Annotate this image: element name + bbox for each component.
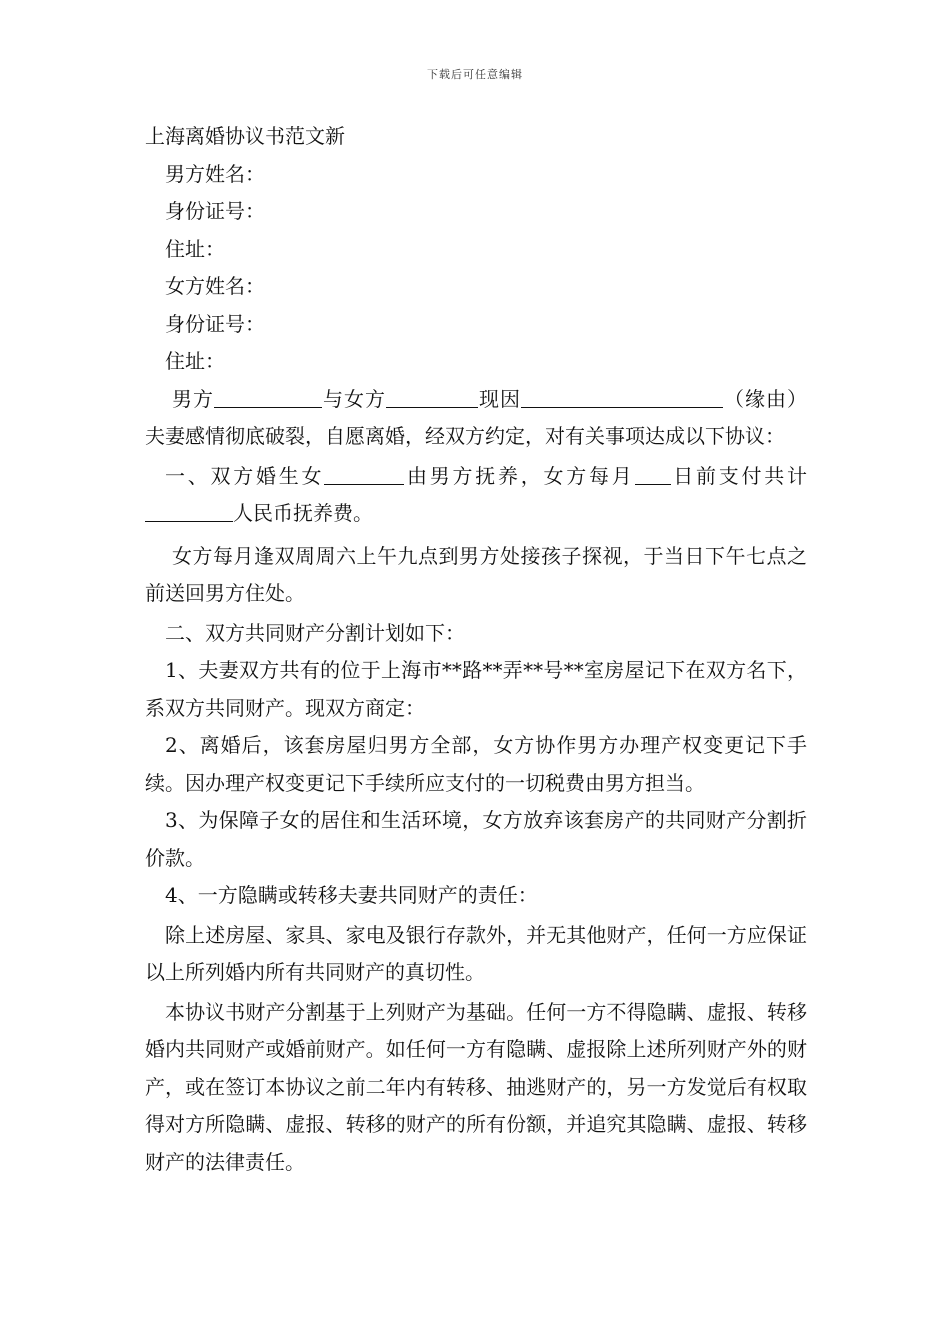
property-paragraph: 除上述房屋、家具、家电及银行存款外，并无其他财产，任何一方应保证以上所列婚内所有共同财产的真切性。 xyxy=(145,922,807,984)
document-body xyxy=(145,118,807,1181)
intro-paragraph xyxy=(145,381,807,456)
clause-2-heading: 二、双方共同财产分割计划如下： xyxy=(165,620,465,645)
document-title: 上海离婚协议书范文新 xyxy=(145,124,345,148)
blank-amount xyxy=(145,499,233,522)
blank-daughter xyxy=(324,462,404,485)
clause1-text-1: 一、双方婚生女 xyxy=(165,463,325,488)
field-male-id: 身份证号： xyxy=(165,199,265,223)
intro-text-4: （缘由）夫妻感情彻底破裂，自愿离婚，经双方约定，对有关事项达成以下协议： xyxy=(145,386,807,448)
visit-paragraph: 女方每月逢双周周六上午九点到男方处接孩子探视，于当日下午七点之前送回男方住处。 xyxy=(145,543,807,605)
intro-text-1: 男方 xyxy=(172,386,214,411)
clause1-text-3: 日前支付共计 xyxy=(670,463,807,488)
clause-2-item-4: 4、一方隐瞒或转移夫妻共同财产的责任： xyxy=(165,883,538,907)
intro-text-2: 与女方 xyxy=(322,386,386,411)
basis-paragraph: 本协议书财产分割基于上列财产为基础。任何一方不得隐瞒、虚报、转移婚内共同财产或婚前财产。如任何一方有隐瞒、虚报除上述所列财产外的财产，或在签订本协议之前二年内有转移、抽逃财产的，另一方发觉后有权取得对方所隐瞒、虚报、转移的财产的所有份额，并追究其隐瞒、虚报、转移财产的法律责任。 xyxy=(145,999,807,1174)
clause1-text-4: 人民币抚养费。 xyxy=(233,501,373,525)
clause-2-item-3: 3、为保障子女的居住和生活环境，女方放弃该套房产的共同财产分割折价款。 xyxy=(145,808,807,870)
clause-2-item-2: 2、离婚后，该套房屋归男方全部，女方协作男方办理产权变更记下手续。因办理产权变更记下手续所应支付的一切税费由男方担当。 xyxy=(145,733,807,795)
field-male-address: 住址： xyxy=(165,236,225,261)
clause1-text-2: 由男方抚养，女方每月 xyxy=(404,463,635,488)
blank-reason xyxy=(521,385,723,408)
field-female-name: 女方姓名： xyxy=(165,274,265,298)
header-note: 下载后可任意编辑 xyxy=(427,68,523,81)
blank-day xyxy=(635,462,671,485)
blank-female xyxy=(386,385,478,408)
clause-2-item-1: 1、夫妻双方共有的位于上海市**路**弄**号**室房屋记下在双方名下，系双方共同财产。现双方商定： xyxy=(145,658,807,720)
clause-1 xyxy=(145,458,807,533)
blank-male xyxy=(214,385,322,408)
field-female-address: 住址： xyxy=(165,349,225,373)
field-male-name: 男方姓名： xyxy=(165,161,265,186)
intro-text-3: 现因 xyxy=(478,386,521,411)
field-female-id: 身份证号： xyxy=(165,311,265,336)
